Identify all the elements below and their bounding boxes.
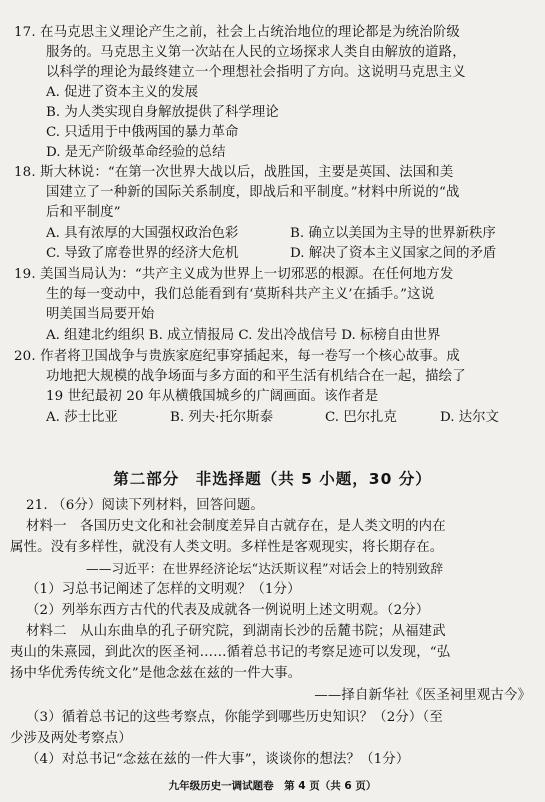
- page-footer: 九年级历史一调试题卷 第 4 页（共 6 页）: [168, 780, 377, 792]
- q19-options: A. 组建北约组织 B. 成立情报局 C. 发出冷战信号 D. 标榜自由世界: [46, 328, 441, 343]
- q20-stem-line3: 19 世纪最初 20 年从横俄国城乡的广阔画面。该作者是: [46, 389, 379, 404]
- q21-material1-source: ——习近平：在世界经济论坛“达沃斯议程”对话会上的特别致辞: [86, 561, 444, 576]
- q18-stem-line1: 18. 斯大林说：“在第一次世界大战以后，战胜国，主要是英国、法国和美: [14, 165, 454, 180]
- q19-stem-line1: 19. 美国当局认为：“共产主义成为世界上一切邪恶的根源。在任何地方发: [14, 267, 454, 282]
- q21-material2-line1: 材料二 从山东曲阜的孔子研究院，到湖南长沙的岳麓书院；从福建武: [26, 624, 446, 639]
- q18-option-d: D. 解决了资本主义国家之间的矛盾: [290, 246, 497, 261]
- q20-stem-line1: 20. 作者将卫国战争与贵族家庭纪事穿插起来，每一卷写一个核心故事。成: [14, 349, 460, 364]
- q17-stem-line3: 以科学的理论为最终建立一个理想社会指明了方向。这说明马克思主义: [46, 65, 466, 80]
- q17-option-c: C. 只适用于中俄两国的暴力革命: [46, 125, 239, 140]
- q17-option-a: A. 促进了资本主义的发展: [46, 85, 199, 100]
- q21-subquestion-1: （1）习总书记阐述了怎样的文明观？（1分）: [26, 582, 301, 597]
- q20-option-b: B. 列夫·托尔斯泰: [170, 410, 273, 425]
- q20-option-a: A. 莎士比亚: [46, 410, 118, 425]
- q21-material2-line2: 夷山的朱熹园，到此次的医圣祠……循着总书记的考察足迹可以发现，“弘: [10, 645, 451, 660]
- q20-option-d: D. 达尔文: [440, 410, 499, 425]
- q21-material2-line3: 扬中华优秀传统文化”是他念兹在兹的一件大事。: [10, 666, 302, 681]
- q18-option-b: B. 确立以美国为主导的世界新秩序: [290, 226, 496, 241]
- q17-option-d: D. 是无产阶级革命经验的总结: [46, 145, 226, 160]
- q21-subquestion-3-line1: （3）循着总书记的这些考察点，你能学到哪些历史知识？（2分）（至: [26, 710, 443, 725]
- q18-stem-line2: 国建立了一种新的国际关系制度，即战后和平制度。”材料中所说的“战: [46, 185, 460, 200]
- q21-material1-line1: 材料一 各国历史文化和社会制度差异自古就存在，是人类文明的内在: [26, 519, 446, 534]
- q21-subquestion-2: （2）列举东西方古代的代表及成就各一例说明上述文明观。（2分）: [26, 603, 430, 618]
- q21-material1-line2: 属性。没有多样性，就没有人类文明。多样性是客观现实，将长期存在。: [10, 540, 444, 555]
- q17-stem-line2: 服务的。马克思主义第一次站在人民的立场探求人类自由解放的道路，: [46, 45, 466, 60]
- q19-stem-line3: 明美国当局要开始: [46, 307, 155, 322]
- q20-option-c: C. 巴尔扎克: [325, 410, 397, 425]
- q18-stem-line3: 后和平制度”: [46, 205, 121, 220]
- q19-stem-line2: 生的每一变动中，我们总能看到有‘莫斯科共产主义’在插手。”这说: [46, 287, 435, 302]
- section-title: 第二部分 非选择题（共 5 小题，30 分）: [113, 470, 432, 488]
- q20-stem-line2: 功地把大规模的战争场面与多方面的和平生活有机结合在一起，描绘了: [46, 369, 466, 384]
- q17-option-b: B. 为人类实现自身解放提供了科学理论: [46, 105, 279, 120]
- q18-option-a: A. 具有浓厚的大国强权政治色彩: [46, 226, 239, 241]
- q21-subquestion-3-line2: 少涉及两处考察点）: [10, 731, 132, 746]
- q21-material2-source: ——择自新华社《医圣祠里观古今》: [314, 688, 531, 703]
- q17-stem-line1: 17. 在马克思主义理论产生之前，社会上占统治地位的理论都是为统治阶级: [14, 25, 460, 40]
- q21-subquestion-4: （4）对总书记“念兹在兹的一件大事”，谈谈你的想法？（1分）: [26, 752, 410, 767]
- q18-option-c: C. 导致了席卷世界的经济大危机: [46, 246, 239, 261]
- q21-intro: 21. （6分）阅读下列材料，回答问题。: [26, 498, 264, 513]
